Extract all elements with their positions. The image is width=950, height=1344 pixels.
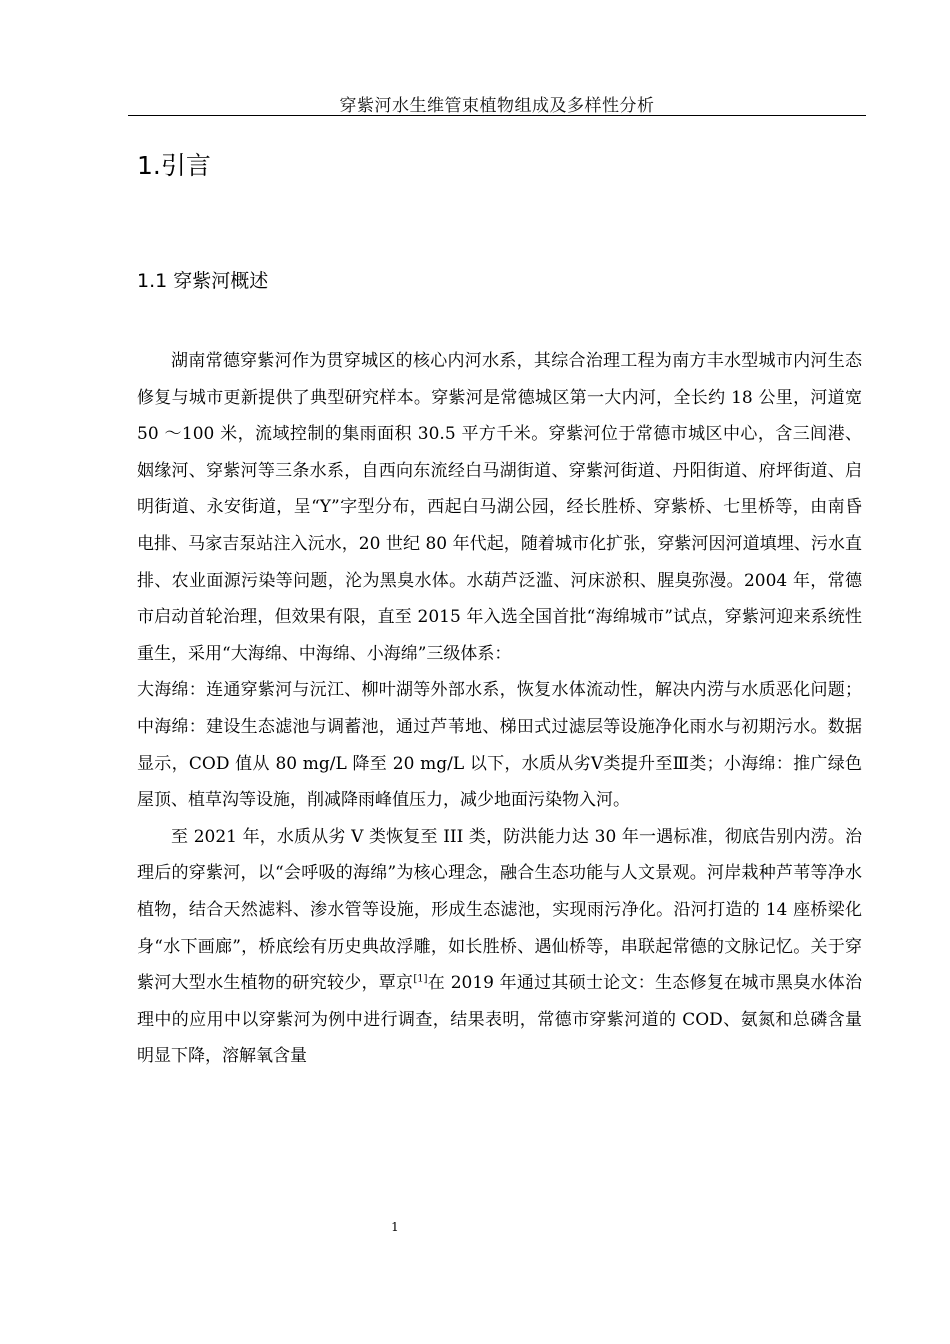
page-number: 1 (391, 1220, 399, 1234)
citation-reference[interactable]: [1] (413, 973, 428, 985)
paragraph-results-text-2: 在 2019 年通过其硕士论文：生态修复在城市黑臭水体治理中的应用中以穿紫河为例中进行调查，结果表明，常德市穿紫河道的 COD、氨氮和总磷含量明显下降，溶解氧含量 (137, 973, 863, 1067)
section-heading: 1.1 穿紫河概述 (137, 270, 269, 292)
paragraph-sponge-system: 大海绵：连通穿紫河与沅江、柳叶湖等外部水系，恢复水体流动性，解决内涝与水质恶化问题；中海绵：建设生态滤池与调蓄池，通过芦苇地、梯田式过滤层等设施净化雨水与初期污水。数据显示，COD 值从 80 mg/L 降至 20 mg/L 以下，水质从劣Ⅴ类提升至Ⅲ类；小海绵：推广绿色屋顶、植草沟等设施，削减降雨峰值压力，减少地面污染物入河。 (137, 680, 862, 811)
running-header-title: 穿紫河水生维管束植物组成及多样性分析 (339, 96, 655, 116)
paragraph-overview: 湖南常德穿紫河作为贯穿城区的核心内河水系，其综合治理工程为南方丰水型城市内河生态修复与城市更新提供了典型研究样本。穿紫河是常德城区第一大内河，全长约 18 公里，河道宽 50 ～100 米，流域控制的集雨面积 30.5 平方千米。穿紫河位于常德市城区中心，含三闾港、姻缘河、穿紫河等三条水系，自西向东流经白马湖街道、穿紫河街道、丹阳街道、府坪街道、启明街道、永安街道，呈“Y”字型分布，西起白马湖公园，经长胜桥、穿紫桥、七里桥等，由南昏电排、马家吉泵站注入沅水，20 世纪 80 年代起，随着城市化扩张，穿紫河因河道填埋、污水直排、农业面源污染等问题，沦为黑臭水体。水葫芦泛滥、河床淤积、腥臭弥漫。2004 年，常德市启动首轮治理，但效果有限，直至 2015 年入选全国首批“海绵城市”试点，穿紫河迎来系统性重生，采用“大海绵、中海绵、小海绵”三级体系： (137, 351, 862, 664)
body-text (137, 343, 862, 1075)
header-divider (128, 115, 866, 116)
paragraph-results (137, 819, 862, 1075)
chapter-heading: 1.引言 (137, 151, 211, 180)
paragraph-results-text-1: 至 2021 年，水质从劣 V 类恢复至 III 类，防洪能力达 30 年一遇标准，彻底告别内涝。治理后的穿紫河，以“会呼吸的海绵”为核心理念，融合生态功能与人文景观。河岸栽种芦苇等净水植物，结合天然滤料、渗水管等设施，形成生态滤池，实现雨污净化。沿河打造的 14 座桥梁化身“水下画廊”，桥底绘有历史典故浮雕，如长胜桥、遇仙桥等，串联起常德的文脉记忆。关于穿紫河大型水生植物的研究较少，覃京 (137, 826, 862, 994)
